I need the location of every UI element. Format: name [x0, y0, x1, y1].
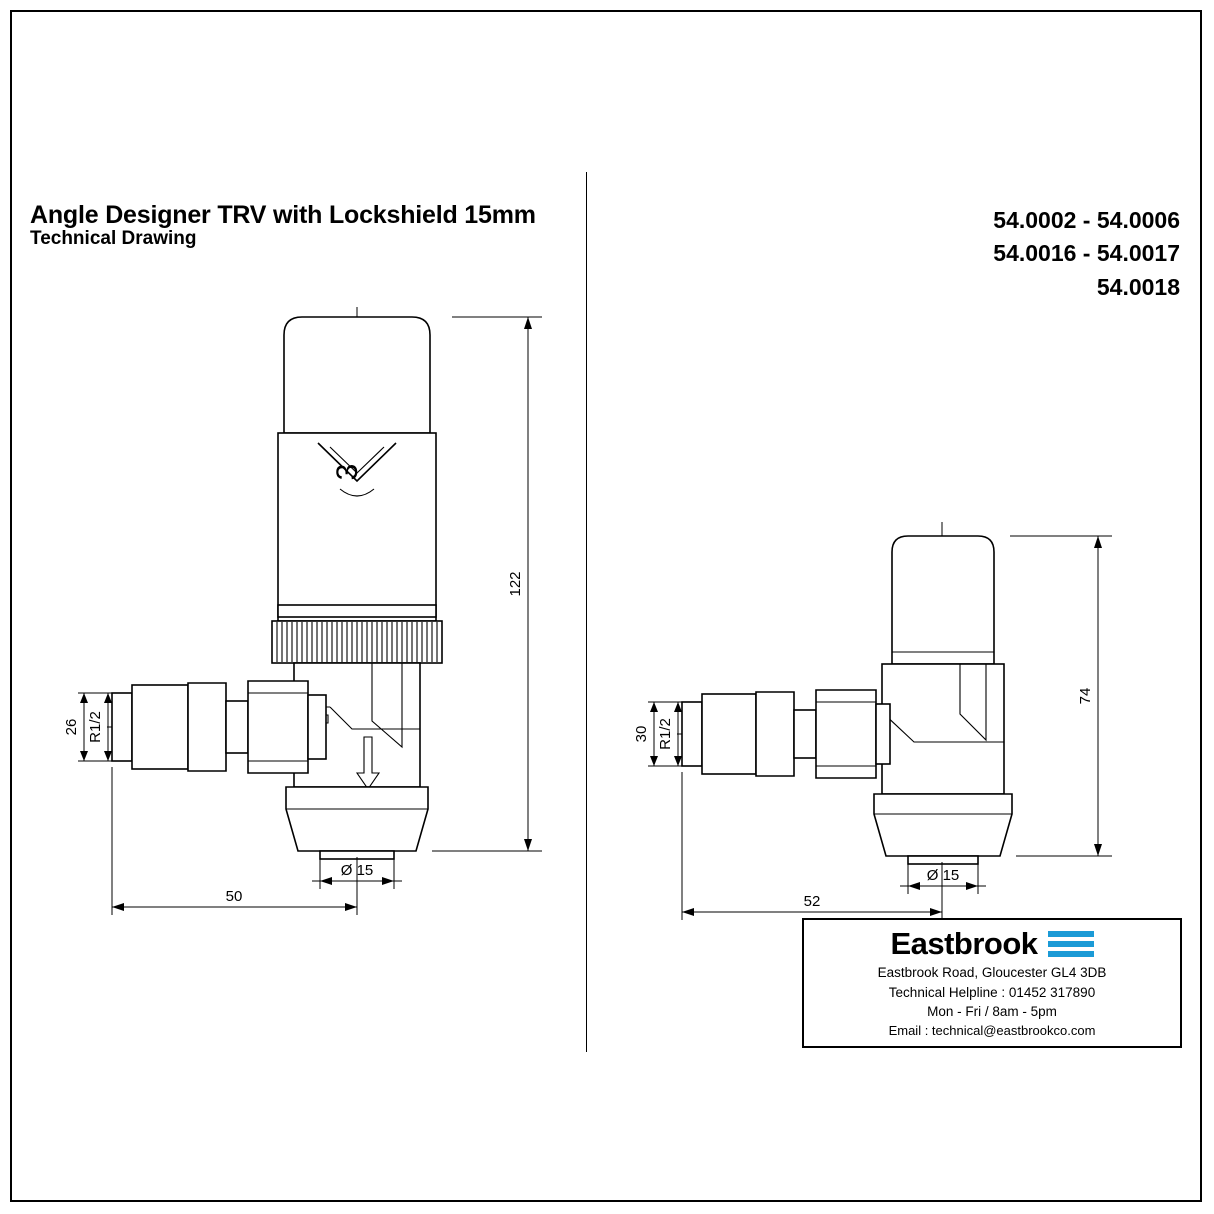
- page-subtitle: Technical Drawing: [30, 228, 197, 250]
- product-code: 54.0002 - 54.0006: [993, 207, 1180, 233]
- drawing-sheet: [10, 10, 1202, 1202]
- trv-head-cap: [284, 317, 430, 433]
- dim-thread: R1/2: [87, 711, 104, 743]
- lockshield-cap: [892, 536, 994, 664]
- left-technical-drawing: [63, 297, 572, 937]
- inlet-shoulder: [226, 701, 248, 753]
- inlet-end-face: [112, 693, 132, 761]
- trv-head-body: [278, 433, 436, 621]
- dim-length-right: 52: [803, 893, 821, 910]
- right-technical-drawing: [633, 512, 1162, 932]
- dim-inlet-height-right: 30: [633, 725, 650, 743]
- technical-helpline: Technical Helpline : 01452 317890: [888, 984, 1096, 1000]
- inlet-compression-nut: [248, 681, 308, 773]
- bottom-outlet-right: [908, 856, 978, 864]
- sheet-divider: [586, 172, 587, 1052]
- inlet-compression-nut-right: [816, 690, 876, 778]
- inlet-union-nut: [188, 683, 226, 771]
- dim-height: 122: [507, 571, 524, 597]
- dim-thread-right: R1/2: [657, 718, 674, 750]
- inlet-body-connector-right: [876, 704, 890, 764]
- inlet-tailpiece: [132, 685, 188, 769]
- contact-email: Email : technical@eastbrookco.com: [888, 1022, 1096, 1038]
- dim-diameter-right: Ø 15: [926, 867, 960, 884]
- opening-hours: Mon - Fri / 8am - 5pm: [927, 1004, 1057, 1020]
- inlet-shoulder-right: [794, 710, 816, 758]
- company-address: Eastbrook Road, Gloucester GL4 3DB: [877, 965, 1107, 980]
- page-title: Angle Designer TRV with Lockshield 15mm: [30, 201, 536, 229]
- eastbrook-logo-icon: [1048, 929, 1094, 959]
- bottom-nut: [286, 787, 428, 851]
- dim-diameter: Ø 15: [340, 862, 374, 879]
- product-code-list: [760, 204, 1180, 304]
- title-block: [30, 202, 670, 249]
- dim-height-right: 74: [1077, 687, 1094, 705]
- brand-row: [814, 928, 1170, 959]
- dim-inlet-height: 26: [63, 718, 80, 736]
- inlet-tailpiece-right: [702, 694, 756, 774]
- inlet-body-connector: [308, 695, 326, 759]
- company-info-block: [802, 918, 1182, 1048]
- head-ring: [278, 605, 436, 617]
- bottom-nut-right: [874, 794, 1012, 856]
- product-code: 54.0018: [1096, 273, 1180, 300]
- inlet-union-nut-right: [756, 692, 794, 776]
- knob-number: 3: [331, 463, 364, 481]
- inlet-end-face-right: [682, 702, 702, 766]
- brand-name: Eastbrook: [890, 926, 1038, 961]
- dim-length: 50: [225, 888, 243, 905]
- product-code: 54.0016 - 54.0017: [993, 240, 1180, 267]
